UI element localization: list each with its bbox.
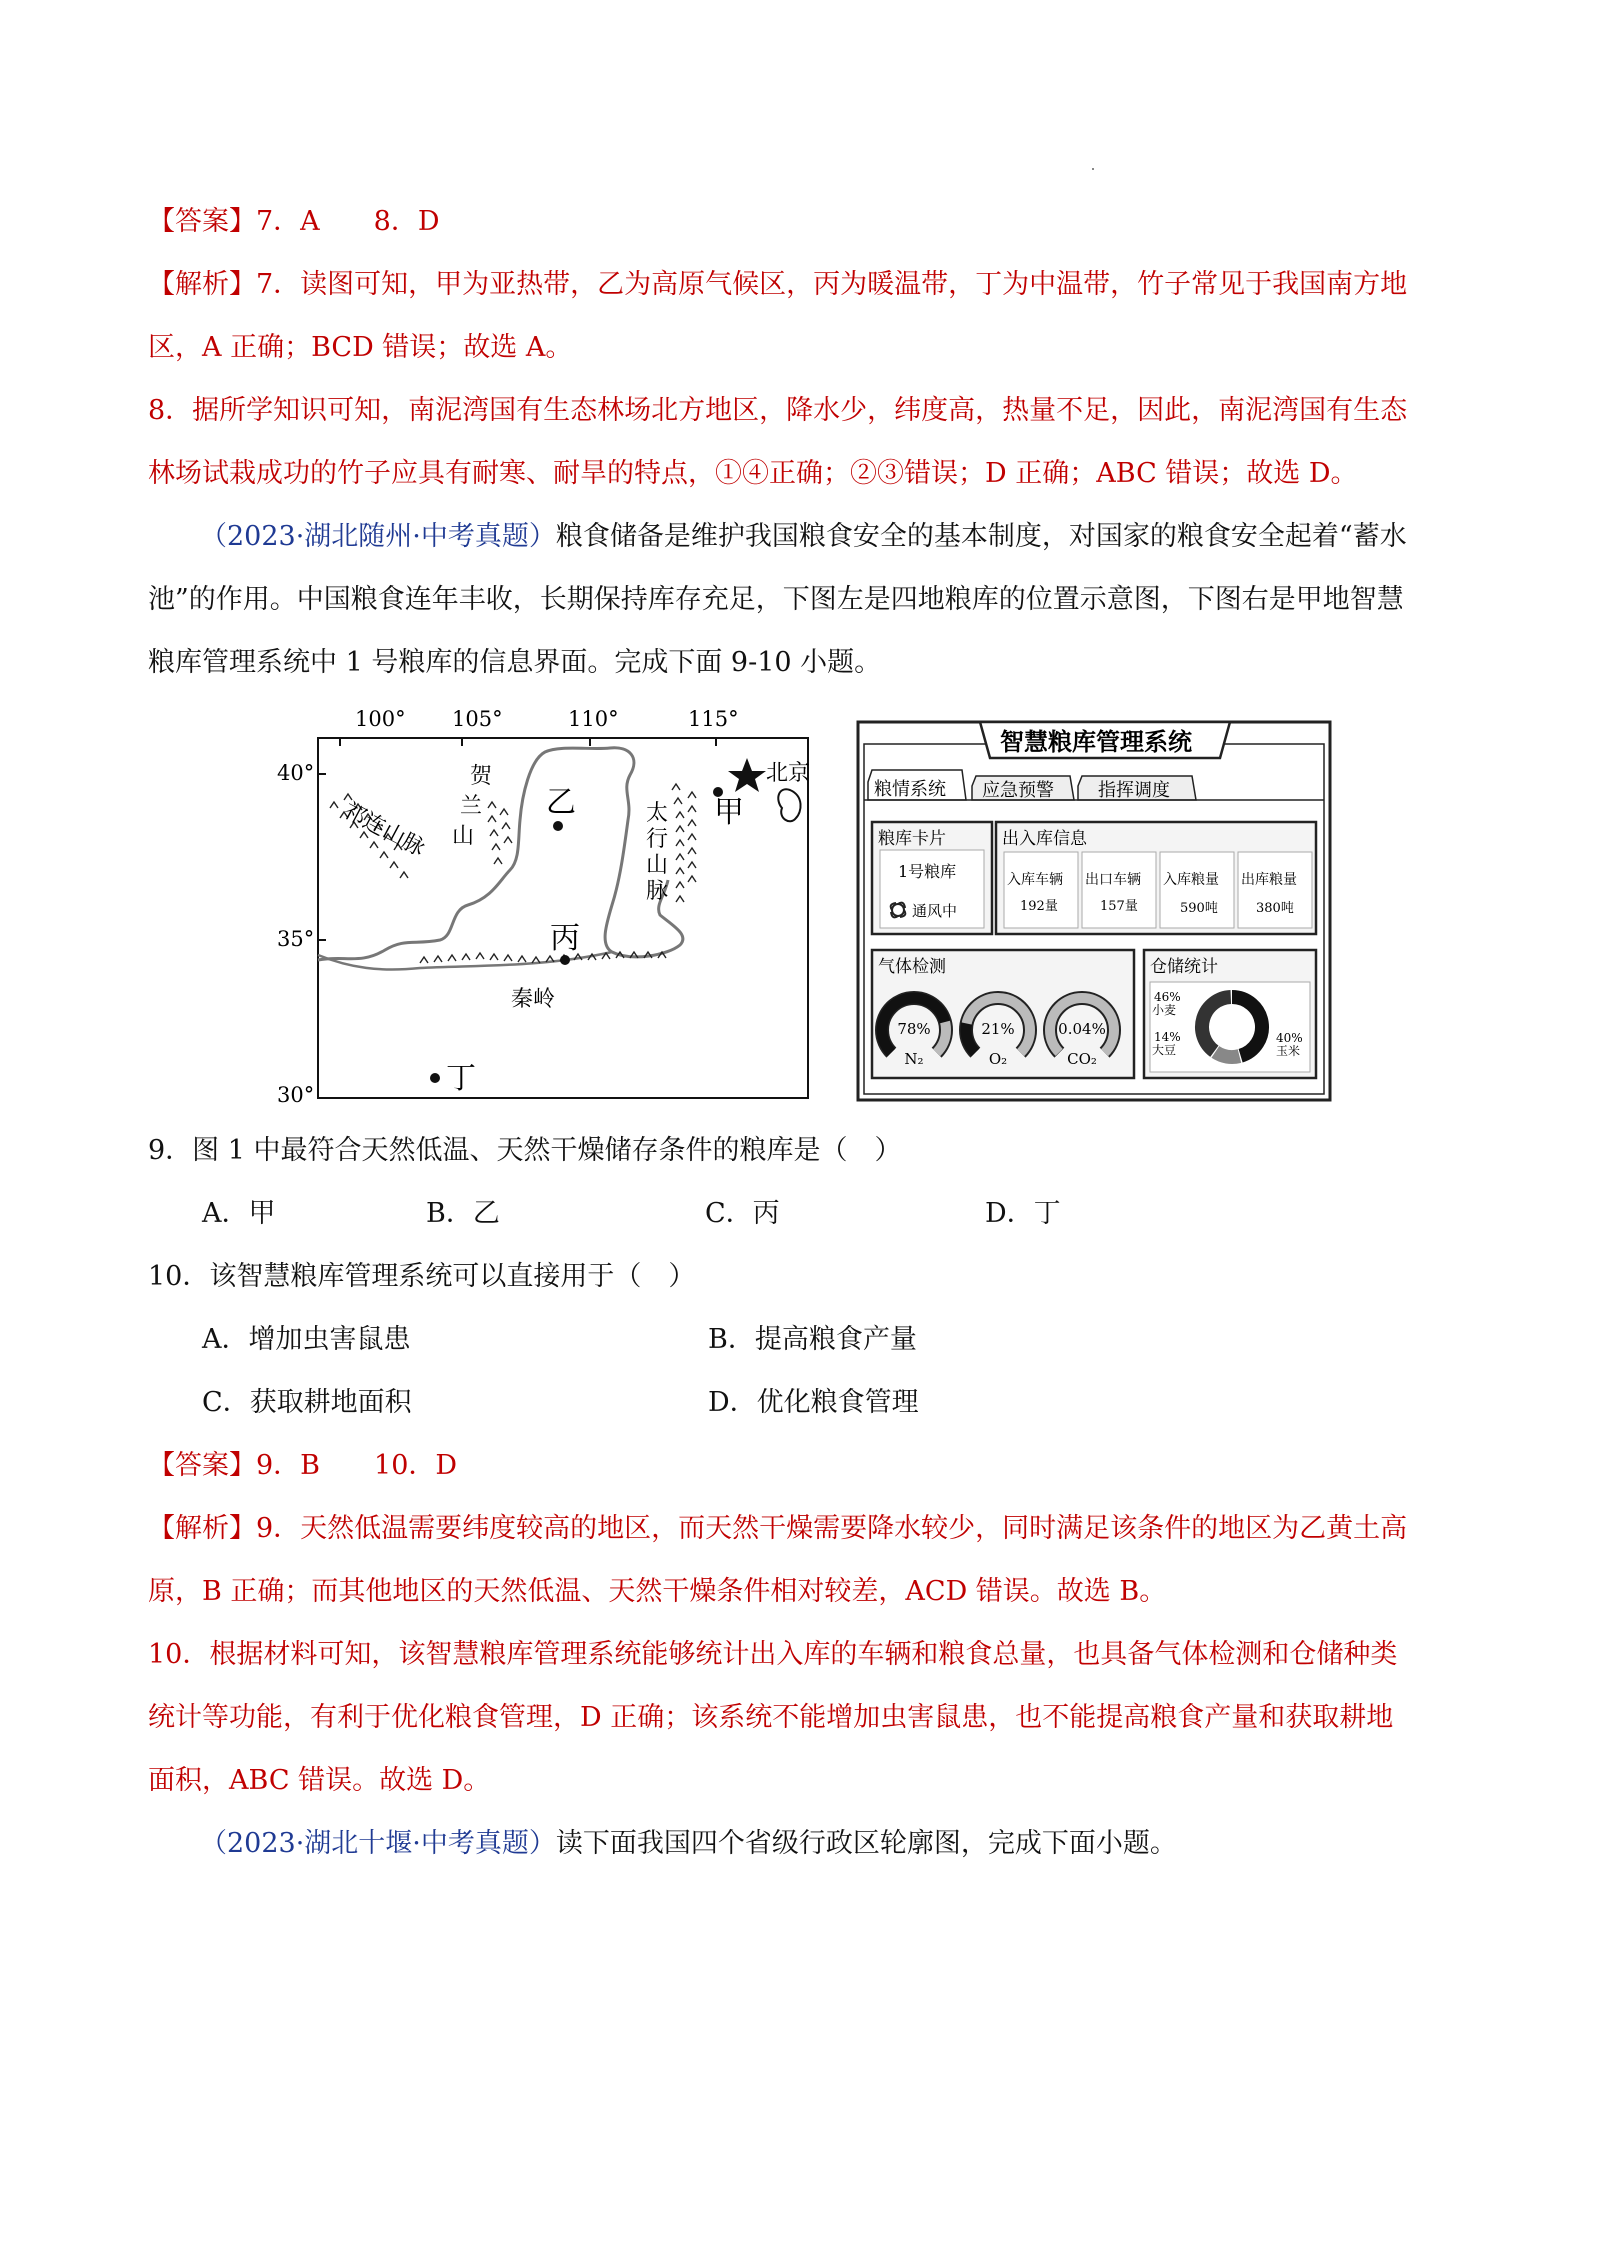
tab-label: 粮情系统 [874, 779, 946, 800]
place-label-beijing: 北京 [766, 761, 811, 786]
granary-card [872, 822, 992, 934]
io-label: 入库车辆 [1007, 872, 1063, 888]
analysis-8-line1: 8．据所学知识可知，南泥湾国有生态林场北方地区，降水少，纬度高，热量不足，因此，南泥湾国有生态 [148, 395, 1408, 426]
place-label-bing: 丙 [550, 921, 580, 956]
io-label: 出库粮量 [1241, 872, 1297, 888]
card-title: 粮库卡片 [878, 829, 946, 849]
intro-9-10-line2: 池”的作用。中国粮食连年丰收，长期保持库存充足，下图左是四地粮库的位置示意图，下图右是甲地智慧 [148, 584, 1404, 615]
answer-text: 9．B 10．D [256, 1450, 458, 1481]
intro-text: 读下面我国四个省级行政区轮廓图，完成下面小题。 [555, 1828, 1177, 1859]
gauge-label: O₂ [988, 1050, 1008, 1068]
storage-stats-panel [1144, 950, 1316, 1078]
option-b[interactable]: B．乙 [426, 1198, 500, 1229]
gauge-label: CO₂ [1067, 1050, 1097, 1068]
option-c[interactable]: C．获取耕地面积 [202, 1387, 412, 1418]
gauge-value: 0.04% [1058, 1020, 1106, 1038]
intro-next [200, 1824, 1520, 1864]
storage-pct: 14% [1154, 1030, 1181, 1044]
mountain-label-helan: 山 [452, 824, 475, 849]
analysis-10-line2: 统计等功能，有利于优化粮食管理，D 正确；该系统不能增加虫害鼠患，也不能提高粮食产量和获取耕地 [148, 1702, 1394, 1733]
figure [0, 0, 1600, 1120]
storage-pct: 40% [1276, 1031, 1303, 1045]
gauge-value: 78% [897, 1020, 931, 1038]
location-dot-bing [560, 955, 570, 965]
lon-label: 105° [452, 707, 503, 731]
storage-name: 大豆 [1152, 1043, 1177, 1057]
place-label-ding: 丁 [446, 1061, 476, 1096]
gas-title: 气体检测 [878, 957, 946, 977]
option-d[interactable]: D．丁 [985, 1198, 1061, 1229]
io-value: 192量 [1020, 899, 1058, 914]
tab-command-dispatch[interactable] [1078, 776, 1196, 801]
mountain-label-taihang: 太 [646, 801, 669, 826]
location-dot-yi [553, 821, 563, 831]
analysis-8-line2: 林场试栽成功的竹子应具有耐寒、耐旱的特点，①④正确；②③错误；D 正确；ABC 错误；故选 D。 [148, 458, 1358, 489]
place-label-jia: 甲 [714, 795, 744, 830]
io-value: 157量 [1100, 899, 1138, 914]
tab-label: 应急预警 [982, 780, 1054, 801]
answer-label: 【答案】 [148, 206, 256, 237]
io-label: 出口车辆 [1085, 872, 1141, 888]
question-9-stem: 9．图 1 中最符合天然低温、天然干燥储存条件的粮库是（ ） [148, 1135, 902, 1166]
io-title: 出入库信息 [1002, 829, 1087, 849]
gas-detection-panel [872, 950, 1134, 1078]
system-panel [858, 722, 1330, 1100]
analysis-9-line1 [148, 1509, 1468, 1549]
option-d[interactable]: D．优化粮食管理 [708, 1387, 919, 1418]
location-dot-ding [430, 1073, 440, 1083]
question-source: （2023·湖北十堰·中考真题） [200, 1828, 556, 1859]
mountain-label-taihang: 脉 [646, 879, 669, 904]
answer-9-10 [148, 1446, 1468, 1486]
analysis-9-line2: 原，B 正确；而其他地区的天然低温、天然干燥条件相对较差，ACD 错误。故选 B。 [148, 1576, 1167, 1607]
mountain-label-helan: 贺 [470, 764, 493, 789]
intro-text: 粮食储备是维护我国粮食安全的基本制度，对国家的粮食安全起着“蓄水 [555, 521, 1407, 552]
place-label-yi: 乙 [546, 785, 576, 820]
analysis-text: 7．读图可知，甲为亚热带，乙为高原气候区，丙为暖温带，丁为中温带，竹子常见于我国南方地 [256, 269, 1408, 300]
question-source: （2023·湖北随州·中考真题） [200, 521, 556, 552]
io-value: 590吨 [1180, 901, 1218, 916]
lon-label: 100° [355, 707, 406, 731]
gauge-value: 21% [981, 1020, 1015, 1038]
answer-label: 【答案】 [148, 1450, 256, 1481]
analysis-label: 【解析】 [148, 269, 256, 300]
granary-name: 1号粮库 [898, 862, 957, 881]
option-b[interactable]: B．提高粮食产量 [708, 1324, 917, 1355]
tab-label: 指挥调度 [1098, 780, 1170, 801]
analysis-label: 【解析】 [148, 1513, 256, 1544]
analysis-10-line1: 10．根据材料可知，该智慧粮库管理系统能够统计出入库的车辆和粮食总量，也具备气体检测和仓储种类 [148, 1639, 1398, 1670]
lat-label: 35° [277, 927, 315, 951]
storage-name: 小麦 [1152, 1003, 1177, 1017]
lon-label: 110° [568, 707, 619, 731]
io-value: 380吨 [1256, 901, 1294, 916]
system-title: 智慧粮库管理系统 [1000, 727, 1192, 756]
io-label: 入库粮量 [1163, 872, 1219, 888]
option-a[interactable]: A．增加虫害鼠患 [202, 1324, 411, 1355]
answer-text: 7．A 8．D [256, 206, 440, 237]
mountain-label-qinling: 秦岭 [511, 987, 556, 1012]
lat-label: 40° [277, 761, 315, 785]
location-map [277, 707, 810, 1107]
tab-emergency-warning[interactable] [972, 776, 1074, 801]
storage-name: 玉米 [1276, 1044, 1301, 1058]
question-10-stem: 10．该智慧粮库管理系统可以直接用于（ ） [148, 1261, 696, 1292]
storage-pct: 46% [1154, 990, 1181, 1004]
storage-title: 仓储统计 [1150, 957, 1218, 977]
io-info-panel [996, 822, 1316, 934]
donut-slice [1215, 1052, 1239, 1057]
tab-grain-info[interactable] [868, 770, 966, 800]
lat-label: 30° [277, 1083, 315, 1107]
analysis-7-line2: 区，A 正确；BCD 错误；故选 A。 [148, 332, 573, 363]
analysis-text: 9．天然低温需要纬度较高的地区，而天然干燥需要降水较少，同时满足该条件的地区为乙黄土高 [256, 1513, 1408, 1544]
option-a[interactable]: A．甲 [202, 1198, 276, 1229]
gauge-label: N₂ [904, 1050, 924, 1068]
ventilation-status: 通风中 [912, 902, 958, 920]
option-c[interactable]: C．丙 [705, 1198, 780, 1229]
mountain-label-qilian: 祁连山脉 [339, 798, 429, 862]
mountain-label-taihang: 山 [646, 853, 669, 878]
analysis-10-line3: 面积，ABC 错误。故选 D。 [148, 1765, 491, 1796]
mountain-label-taihang: 行 [646, 827, 669, 852]
lon-label: 115° [688, 707, 739, 731]
mountain-label-helan: 兰 [460, 794, 483, 819]
intro-9-10-line3: 粮库管理系统中 1 号粮库的信息界面。完成下面 9-10 小题。 [148, 647, 882, 678]
